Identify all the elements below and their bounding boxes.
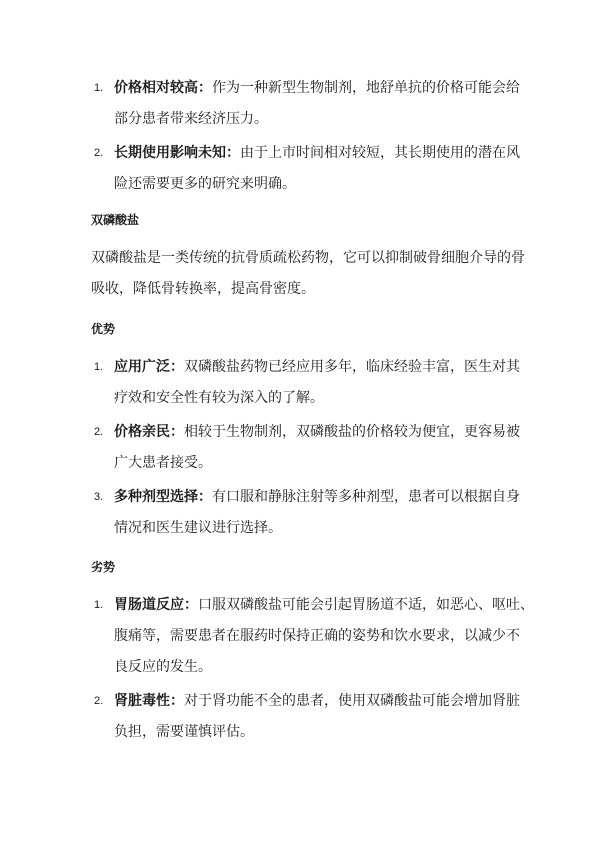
list-number: 1.: [94, 361, 104, 373]
section-heading-bisphosphonate: 双磷酸盐: [91, 213, 140, 227]
list-term: 肾脏毒性: [114, 693, 170, 709]
section-heading-disadvantages: 劣势: [91, 560, 116, 574]
list-term-separator: ：: [198, 80, 212, 96]
section-heading-advantages: 优势: [91, 322, 116, 336]
list-item-line: 腹痛等，需要患者在服药时保持正确的姿势和饮水要求，以减少不: [114, 628, 520, 644]
list-text: 对于肾功能不全的患者，使用双磷酸盐可能会增加肾脏: [184, 693, 520, 709]
list-term: 长期使用影响未知: [114, 145, 226, 161]
list-number: 2.: [94, 695, 104, 707]
list-term-separator: ：: [170, 424, 184, 440]
list-term: 胃肠道反应: [114, 597, 184, 613]
list-item-line: 部分患者带来经济压力。: [114, 111, 268, 127]
list-text: 口服双磷酸盐可能会引起胃肠道不适，如恶心、呕吐、: [198, 597, 534, 613]
list-item-line: [114, 693, 520, 709]
list-term-separator: ：: [170, 693, 184, 709]
list-text: 由于上市时间相对较短，其长期使用的潜在风: [240, 145, 520, 161]
list-term-separator: ：: [226, 145, 240, 161]
list-item-line: 良反应的发生。: [114, 659, 212, 675]
list-item-line: 负担，需要谨慎评估。: [114, 724, 254, 740]
list-text: 作为一种新型生物制剂，地舒单抗的价格可能会给: [212, 80, 520, 96]
list-text: 相较于生物制剂，双磷酸盐的价格较为便宜，更容易被: [184, 424, 520, 440]
list-number: 1.: [94, 82, 104, 94]
list-text: 双磷酸盐药物已经应用多年，临床经验丰富，医生对其: [184, 359, 520, 375]
list-item-line: [114, 424, 520, 440]
list-term: 价格相对较高: [114, 80, 198, 96]
list-term: 多种剂型选择: [114, 489, 198, 505]
intro-paragraph-line: 双磷酸盐是一类传统的抗骨质疏松药物，它可以抑制破骨细胞介导的骨: [91, 250, 525, 266]
list-item-line: 情况和医生建议进行选择。: [114, 520, 282, 536]
list-term-separator: ：: [184, 597, 198, 613]
intro-paragraph-line: 吸收，降低骨转换率，提高骨密度。: [91, 281, 315, 297]
list-item-line: 广大患者接受。: [114, 455, 212, 471]
list-term: 应用广泛: [114, 359, 170, 375]
list-number: 2.: [94, 426, 104, 438]
list-item-line: 险还需要更多的研究来明确。: [114, 176, 296, 192]
list-item-line: [114, 145, 520, 161]
list-item-line: 疗效和安全性有较为深入的了解。: [114, 390, 324, 406]
list-item-line: [114, 489, 520, 505]
list-item-line: [114, 80, 520, 96]
list-term-separator: ：: [198, 489, 212, 505]
list-number: 2.: [94, 147, 104, 159]
list-number: 3.: [94, 491, 104, 503]
list-number: 1.: [94, 599, 104, 611]
list-item-line: [114, 359, 520, 375]
list-item-line: [114, 597, 534, 613]
list-term: 价格亲民: [114, 424, 170, 440]
list-term-separator: ：: [170, 359, 184, 375]
list-text: 有口服和静脉注射等多种剂型，患者可以根据自身: [212, 489, 520, 505]
